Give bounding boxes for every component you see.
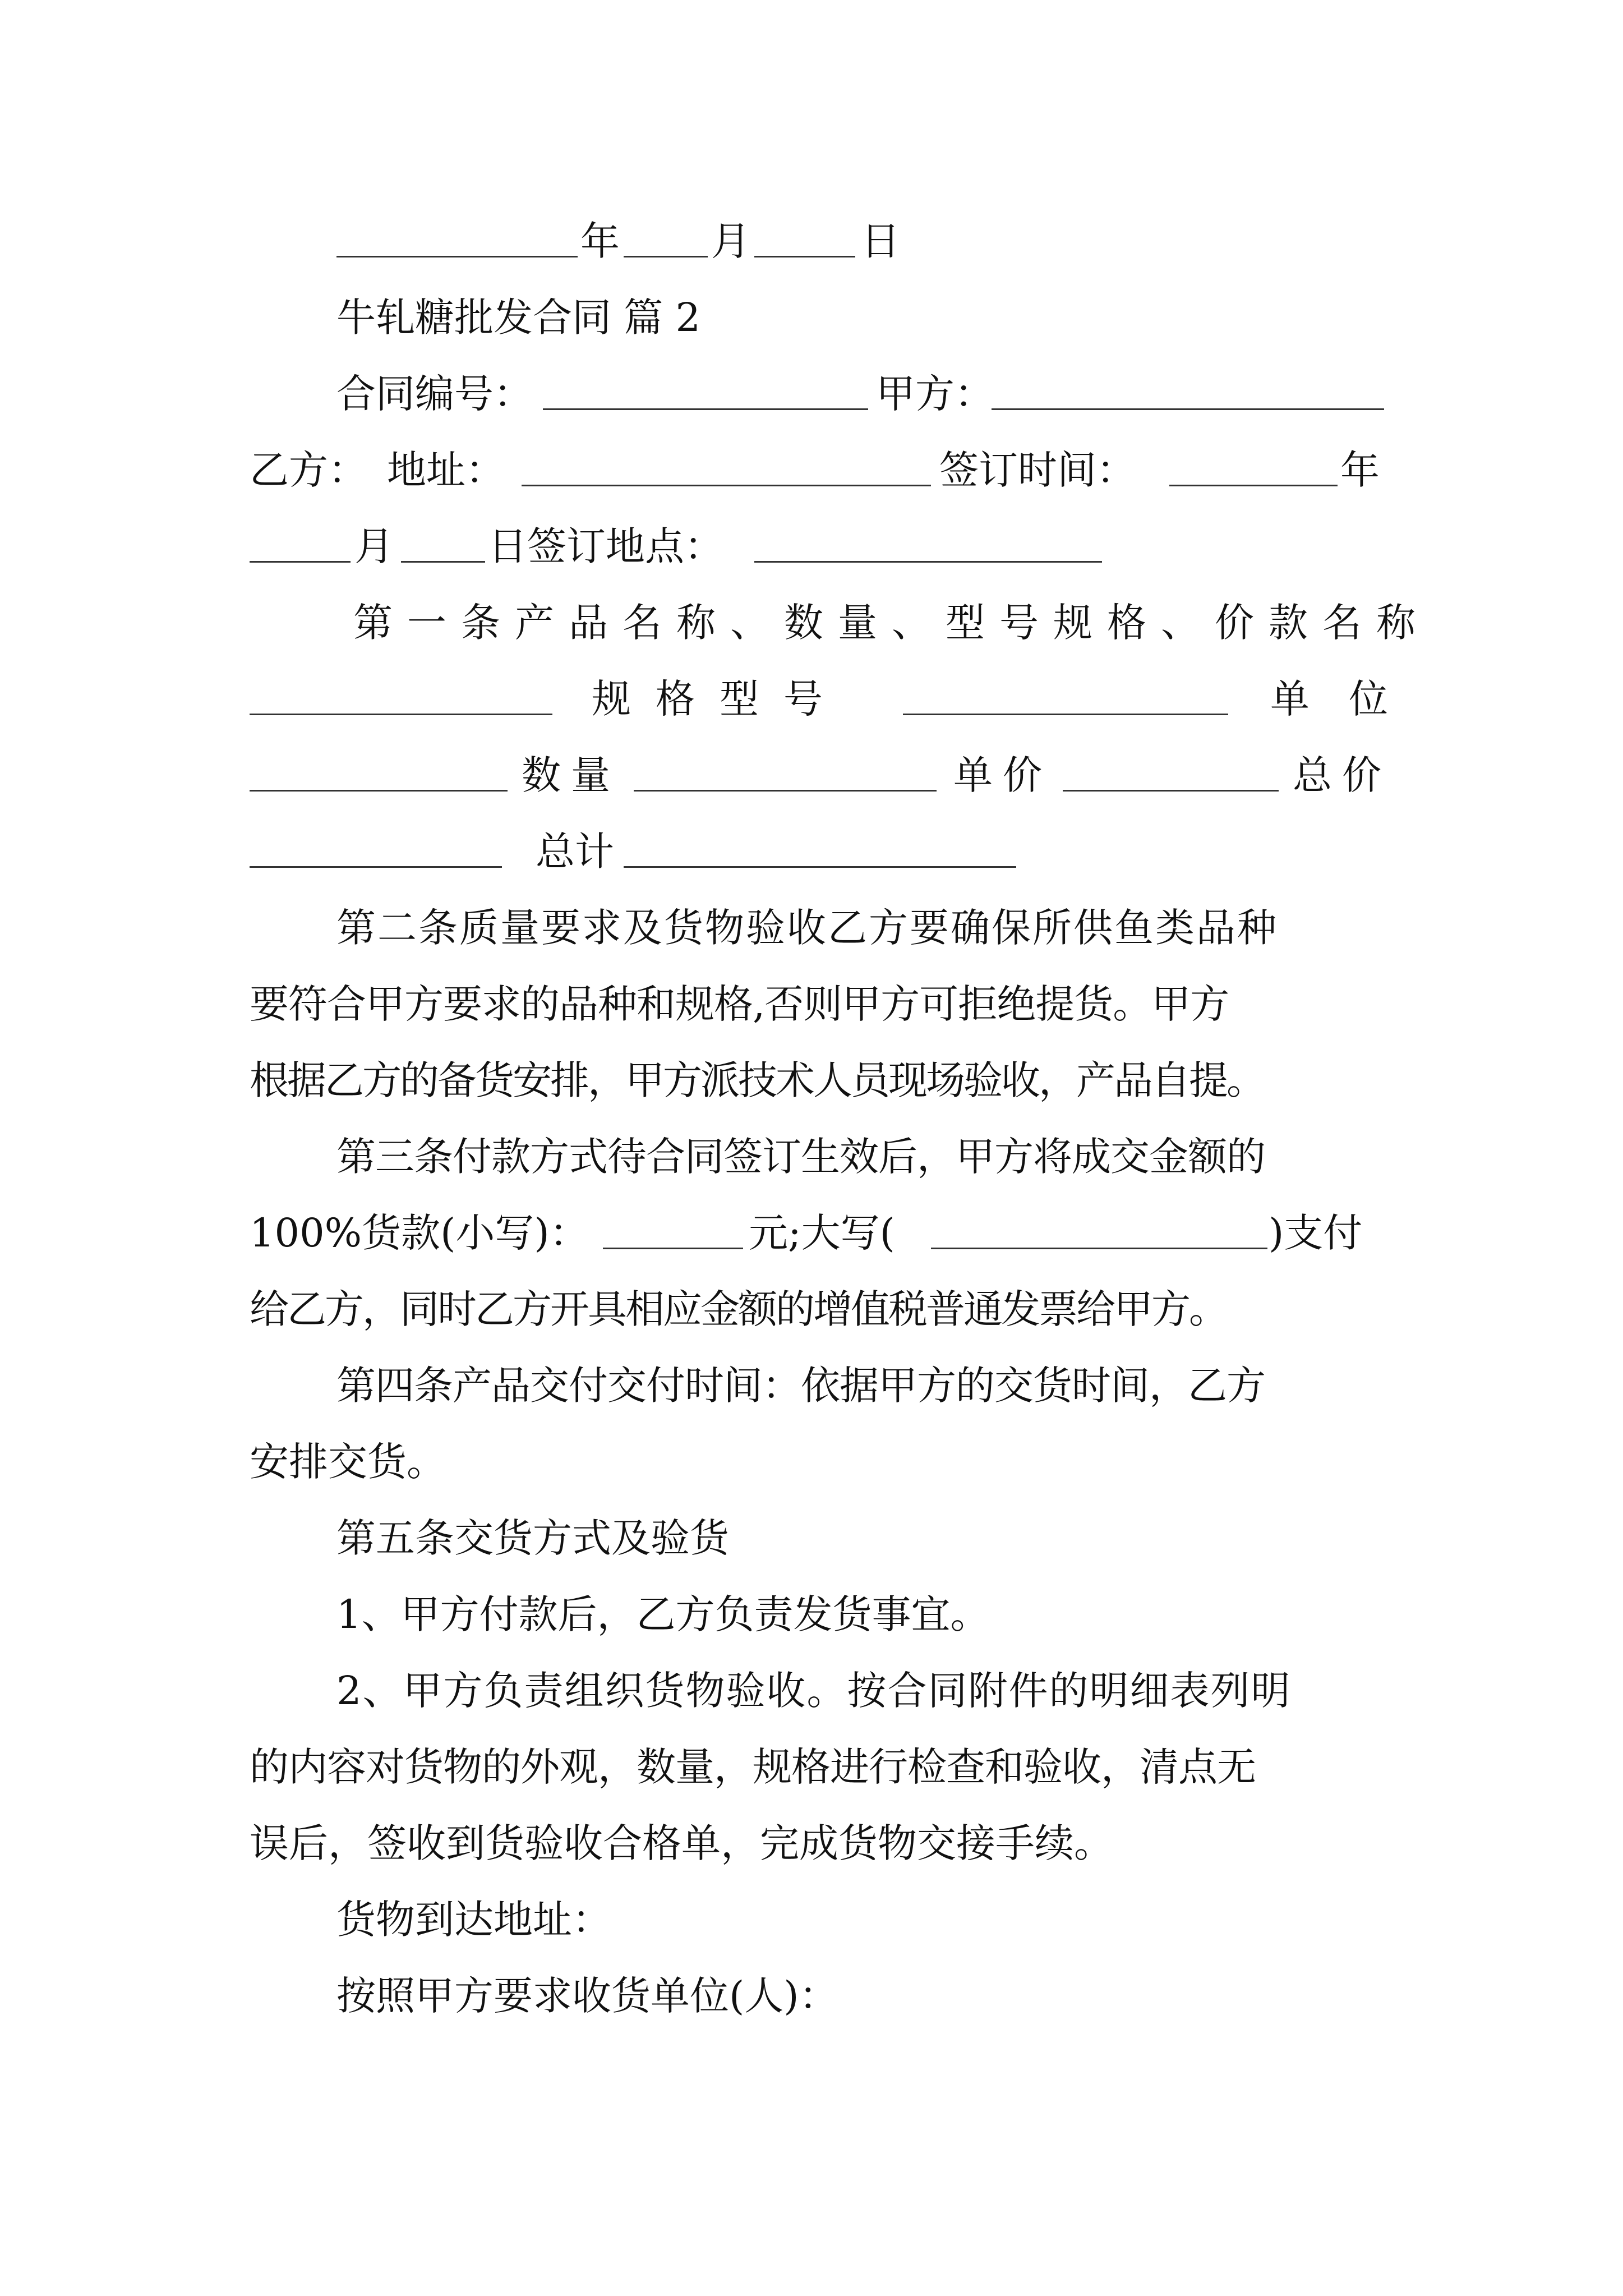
party-a-blank [992,408,1384,410]
arrival-address-line [0,1892,1623,1948]
amount-yuan-upper: 元;大写( [749,1210,895,1256]
party-b-label: 乙方： [250,447,367,493]
article5-item1-line [0,1586,1623,1642]
title-line [0,289,1623,346]
receiver-label: 按照甲方要求收货单位(人)： [336,1973,838,2019]
unit-price-label: 单价 [953,752,1052,798]
contract-no-label: 合同编号： [336,371,533,417]
article4-text-2: 安排交货。 [250,1439,446,1485]
quantity-blank [634,790,937,792]
amount-lower-blank [603,1248,743,1249]
year-blank [336,256,578,257]
article3-line2 [0,1205,1623,1261]
address-blank [522,485,931,486]
sign-month-blank [250,561,351,563]
article5-heading-line [0,1510,1623,1566]
article2-text-3: 根据乙方的备货安排，甲方派技术人员现场验收，产品自提。 [250,1057,1264,1103]
article2-line3 [0,1052,1623,1108]
spec-model-blank [903,714,1228,715]
unit-price-blank [1063,790,1279,792]
article5-item2-line2 [0,1739,1623,1795]
amount-prefix: 100%货款(小写)： [250,1210,589,1256]
article4-text-1: 第四条产品交付交付时间：依据甲方的交货时间，乙方 [336,1363,1265,1409]
sign-year-blank [1169,485,1338,486]
party-a-label: 甲方： [876,371,994,417]
contract-no-line [0,366,1623,422]
total-price-label: 总价 [1293,752,1391,798]
article3-text-3: 给乙方，同时乙方开具相应金额的增值税普通发票给甲方。 [250,1286,1227,1332]
sign-day-blank [401,561,485,563]
article1-heading-line [0,595,1623,651]
total-price-blank [250,866,502,868]
article4-line2 [0,1434,1623,1490]
sign-place-line [0,518,1623,574]
product-name-blank [250,714,552,715]
article1-row2 [0,747,1623,803]
spec-model-label: 规格型号 [592,676,847,722]
article5-item2-line1 [0,1663,1623,1719]
article5-item2-text-2: 的内容对货物的外观，数量，规格进行检查和验收，清点无 [250,1744,1256,1790]
party-b-line [0,442,1623,498]
total-label: 总计 [536,829,614,875]
month-blank [624,256,708,257]
contract-no-blank [543,408,868,410]
sign-place-blank [754,561,1102,563]
article3-text-1: 第三条付款方式待合同签订生效后，甲方将成交金额的 [336,1134,1265,1180]
document-title: 牛轧糖批发合同 篇 2 [336,295,701,341]
day-label: 日 [861,218,900,264]
total-blank [624,866,1016,868]
article5-heading: 第五条交货方式及验货 [336,1515,729,1561]
article5-item2-text-3: 误后，签收到货验收合格单，完成货物交接手续。 [250,1820,1113,1866]
quantity-label: 数量 [522,752,620,798]
unit-blank [250,790,508,792]
article5-item2-text-1: 2、甲方负责组织货物验收。按合同附件的明细表列明 [336,1668,1292,1714]
date-line [0,213,1623,269]
article2-line1 [0,900,1623,956]
article5-item1: 1、甲方付款后，乙方负责发货事宜。 [336,1591,990,1637]
article1-heading: 第一条产品名称、数量、型号规格、价款名称 [353,600,1430,646]
day-sign-place-label: 日签订地点： [488,523,723,569]
unit-label: 单位 [1270,676,1427,722]
month-label: 月 [711,218,750,264]
article1-row1 [0,671,1623,727]
article2-text-1: 第二条质量要求及货物验收乙方要确保所供鱼类品种 [336,905,1278,951]
article2-text-2: 要符合甲方要求的品种和规格,否则甲方可拒绝提货。甲方 [250,981,1229,1027]
article3-line1 [0,1129,1623,1185]
article3-line3 [0,1281,1623,1337]
receiver-line [0,1968,1623,2024]
day-blank [754,256,855,257]
sign-month-label: 月 [354,523,394,569]
year-label: 年 [580,218,620,264]
arrival-address-label: 货物到达地址： [336,1897,611,1943]
amount-upper-blank [931,1248,1267,1249]
article1-row3 [0,823,1623,880]
pay-to-label: )支付 [1269,1210,1363,1256]
article4-line1 [0,1358,1623,1414]
article2-line2 [0,976,1623,1032]
sign-year-label: 年 [1340,447,1380,493]
address-label: 地址： [387,447,505,493]
sign-time-label: 签订时间： [939,447,1136,493]
article5-item2-line3 [0,1815,1623,1871]
